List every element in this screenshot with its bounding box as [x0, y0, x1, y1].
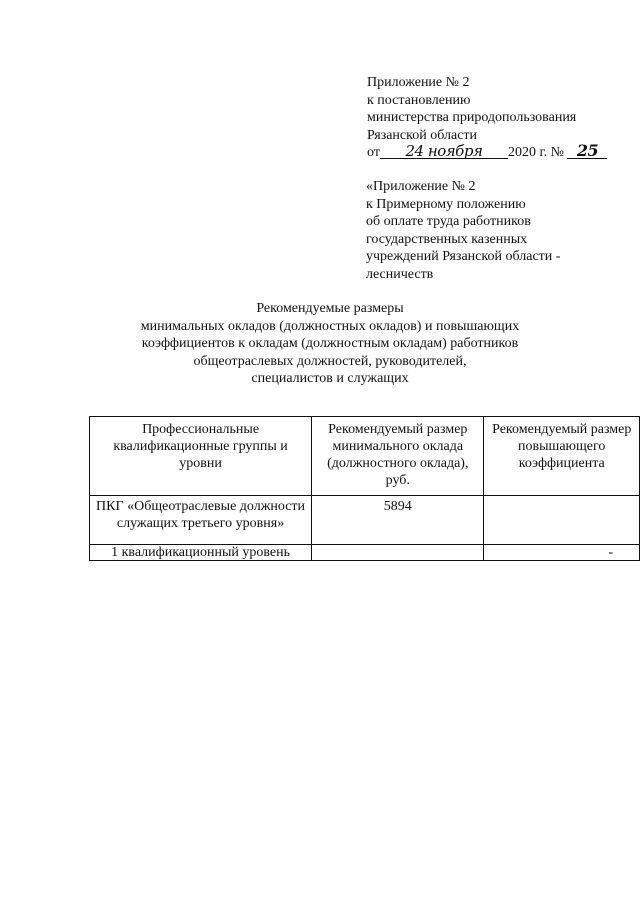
appendix-line: министерства природопользования: [367, 110, 577, 125]
table-header-row: [90, 417, 640, 496]
handwritten-number: 25: [567, 144, 607, 159]
table-cell: 5894: [312, 496, 484, 545]
salary-table: [89, 416, 640, 561]
appendix-reference: [366, 178, 560, 283]
document-title: [120, 300, 540, 388]
reference-line: к Примерному положению: [366, 196, 526, 212]
title-line: общеотраслевых должностей, руководителей,: [193, 353, 467, 369]
appendix-header: [367, 74, 607, 162]
table-cell: 1 квалификационный уровень: [90, 545, 312, 561]
table-cell: -: [484, 545, 640, 561]
table-cell: [312, 545, 484, 561]
reference-line: об оплате труда работников: [366, 214, 531, 229]
header-qualification-groups: Профессиональные квалификационные группы и уровни: [90, 417, 312, 496]
title-line: минимальных окладов (должностных окладов) и повышающих: [140, 318, 520, 334]
appendix-line: Рязанской области: [367, 127, 478, 143]
title-line: коэффициентов к окладам (должностным окладам) работников: [141, 336, 519, 351]
appendix-line: к постановлению: [367, 92, 471, 108]
title-line: Рекомендуемые размеры: [256, 301, 404, 316]
reference-line: лесничеств: [366, 266, 434, 282]
table-cell: [484, 496, 640, 545]
title-line: специалистов и служащих: [251, 371, 409, 386]
table-cell: ПКГ «Общеотраслевые должности служащих третьего уровня»: [90, 496, 312, 545]
table-row: [90, 496, 640, 545]
appendix-line: Приложение № 2: [367, 75, 470, 90]
reference-line: государственных казенных: [366, 231, 528, 247]
header-minimum-salary: Рекомендуемый размер минимального оклада (должностного оклада), руб.: [312, 417, 484, 496]
table-row: [90, 545, 640, 561]
handwritten-date: 24 ноября: [380, 144, 508, 159]
year-text: 2020 г. №: [507, 145, 564, 160]
header-coefficient: Рекомендуемый размер повышающего коэффициента: [484, 417, 640, 496]
decree-date-line: [367, 141, 607, 162]
from-prefix: от: [367, 145, 380, 160]
reference-line: учреждений Рязанской области -: [366, 249, 561, 264]
reference-line: «Приложение № 2: [366, 179, 476, 194]
